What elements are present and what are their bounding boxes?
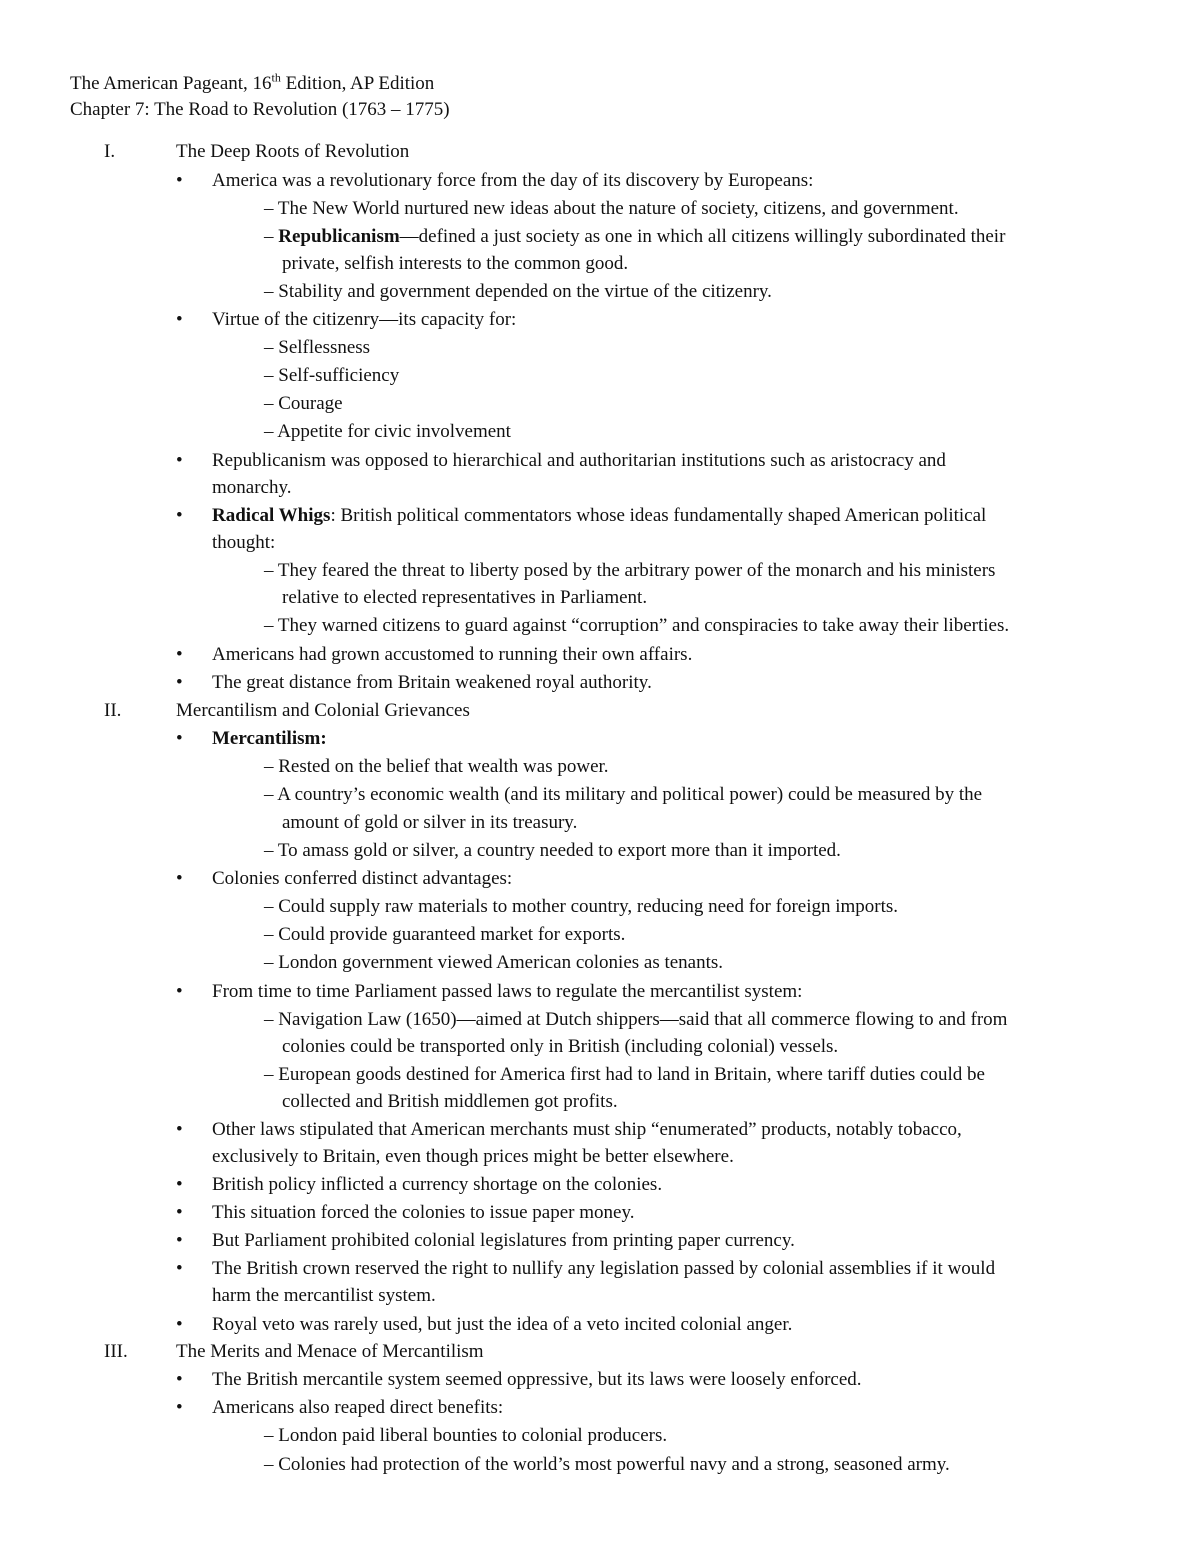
bullet-text: The British mercantile system seemed oppressive, but its laws were loosely enforced. (212, 1369, 862, 1390)
bullet-text: Colonies conferred distinct advantages: (212, 868, 513, 889)
bullet-icon: • (176, 672, 183, 693)
bullet-text: Royal veto was rarely used, but just the idea of a veto incited colonial anger. (212, 1314, 793, 1335)
sub-item-text: —defined a just society as one in which all citizens willingly subordinated their (399, 226, 1006, 247)
bullet-icon: • (176, 450, 183, 471)
section-numeral: III. (104, 1341, 128, 1362)
section-numeral: I. (104, 141, 116, 162)
dash: – (264, 226, 279, 247)
sub-item-continuation: relative to elected representatives in Parliament. (282, 587, 648, 608)
bullet-text-rest: : British political commentators whose ideas fundamentally shaped American political (330, 505, 987, 526)
chapter-title: Chapter 7: The Road to Revolution (1763 – 1775) (70, 99, 450, 120)
bullet-icon: • (176, 1258, 183, 1279)
bullet-text: Virtue of the citizenry—its capacity for: (212, 309, 517, 330)
sub-item: – London paid liberal bounties to colonial producers. (264, 1425, 668, 1446)
bullet-text: British policy inflicted a currency shortage on the colonies. (212, 1174, 663, 1195)
bullet-text: Other laws stipulated that American merchants must ship “enumerated” products, notably tobacco, (212, 1119, 962, 1140)
bullet-icon: • (176, 1119, 183, 1140)
bullet-continuation: thought: (212, 532, 276, 553)
sub-item: – A country’s economic wealth (and its military and political power) could be measured by the (264, 784, 983, 805)
sub-item: – Navigation Law (1650)—aimed at Dutch shippers—said that all commerce flowing to and from (264, 1009, 1008, 1030)
bullet-icon: • (176, 1369, 183, 1390)
title-text-end: Edition, AP Edition (280, 73, 435, 94)
sub-item (264, 226, 1005, 248)
bullet-text: Americans also reaped direct benefits: (212, 1397, 504, 1418)
section-title: The Merits and Menace of Mercantilism (176, 1341, 484, 1362)
bullet-text (212, 505, 986, 527)
bullet-text: From time to time Parliament passed laws to regulate the mercantilist system: (212, 981, 803, 1002)
sub-item: – European goods destined for America first had to land in Britain, where tariff duties could be (264, 1064, 985, 1085)
section-title: Mercantilism and Colonial Grievances (176, 700, 470, 721)
sub-item-continuation: collected and British middlemen got profits. (282, 1091, 618, 1112)
bullet-continuation: monarchy. (212, 477, 292, 498)
sub-item: – Self-sufficiency (264, 365, 400, 386)
bullet-continuation: harm the mercantilist system. (212, 1285, 436, 1306)
sub-item: – London government viewed American colonies as tenants. (264, 952, 724, 973)
bullet-text: Republicanism was opposed to hierarchical and authoritarian institutions such as aristocracy and (212, 450, 946, 471)
section-title: The Deep Roots of Revolution (176, 141, 410, 162)
sub-item: – Appetite for civic involvement (264, 421, 511, 442)
sub-item: – They feared the threat to liberty posed by the arbitrary power of the monarch and his ministers (264, 560, 996, 581)
sub-item: – Colonies had protection of the world’s most powerful navy and a strong, seasoned army. (264, 1454, 950, 1475)
bullet-icon: • (176, 170, 183, 191)
sub-item: – Selflessness (264, 337, 371, 358)
section-numeral: II. (104, 700, 122, 721)
bullet-text (212, 728, 327, 750)
bullet-icon: • (176, 1397, 183, 1418)
term-radical-whigs: Radical Whigs (212, 505, 331, 526)
bullet-icon: • (176, 981, 183, 1002)
bullet-text: Americans had grown accustomed to running their own affairs. (212, 644, 693, 665)
bullet-text: The British crown reserved the right to nullify any legislation passed by colonial assemblies if it would (212, 1258, 996, 1279)
bullet-icon: • (176, 505, 183, 526)
bullet-continuation: exclusively to Britain, even though prices might be better elsewhere. (212, 1146, 734, 1167)
bullet-icon: • (176, 309, 183, 330)
bullet-icon: • (176, 1174, 183, 1195)
term-republicanism: Republicanism (278, 226, 400, 247)
sub-item: – To amass gold or silver, a country needed to export more than it imported. (264, 840, 841, 861)
sub-item: – They warned citizens to guard against “corruption” and conspiracies to take away their liberties. (264, 615, 1010, 636)
sub-item: – Rested on the belief that wealth was power. (264, 756, 609, 777)
sub-item-continuation: amount of gold or silver in its treasury. (282, 812, 578, 833)
title-text: The American Pageant, 16 (70, 73, 272, 94)
bullet-icon: • (176, 644, 183, 665)
bullet-icon: • (176, 728, 183, 749)
term-mercantilism: Mercantilism: (212, 728, 327, 749)
sub-item: – The New World nurtured new ideas about the nature of society, citizens, and government. (264, 198, 959, 219)
bullet-text: This situation forced the colonies to issue paper money. (212, 1202, 635, 1223)
sub-item: – Stability and government depended on the virtue of the citizenry. (264, 281, 772, 302)
bullet-text: But Parliament prohibited colonial legislatures from printing paper currency. (212, 1230, 795, 1251)
bullet-icon: • (176, 1314, 183, 1335)
document-title (70, 70, 435, 95)
sub-item: – Could provide guaranteed market for exports. (264, 924, 626, 945)
sub-item: – Courage (264, 393, 343, 414)
sub-item: – Could supply raw materials to mother country, reducing need for foreign imports. (264, 896, 899, 917)
bullet-icon: • (176, 868, 183, 889)
bullet-icon: • (176, 1202, 183, 1223)
sub-item-continuation: colonies could be transported only in British (including colonial) vessels. (282, 1036, 839, 1057)
bullet-icon: • (176, 1230, 183, 1251)
title-superscript: th (271, 70, 281, 85)
bullet-text: America was a revolutionary force from the day of its discovery by Europeans: (212, 170, 814, 191)
sub-item-continuation: private, selfish interests to the common good. (282, 253, 629, 274)
bullet-text: The great distance from Britain weakened royal authority. (212, 672, 652, 693)
